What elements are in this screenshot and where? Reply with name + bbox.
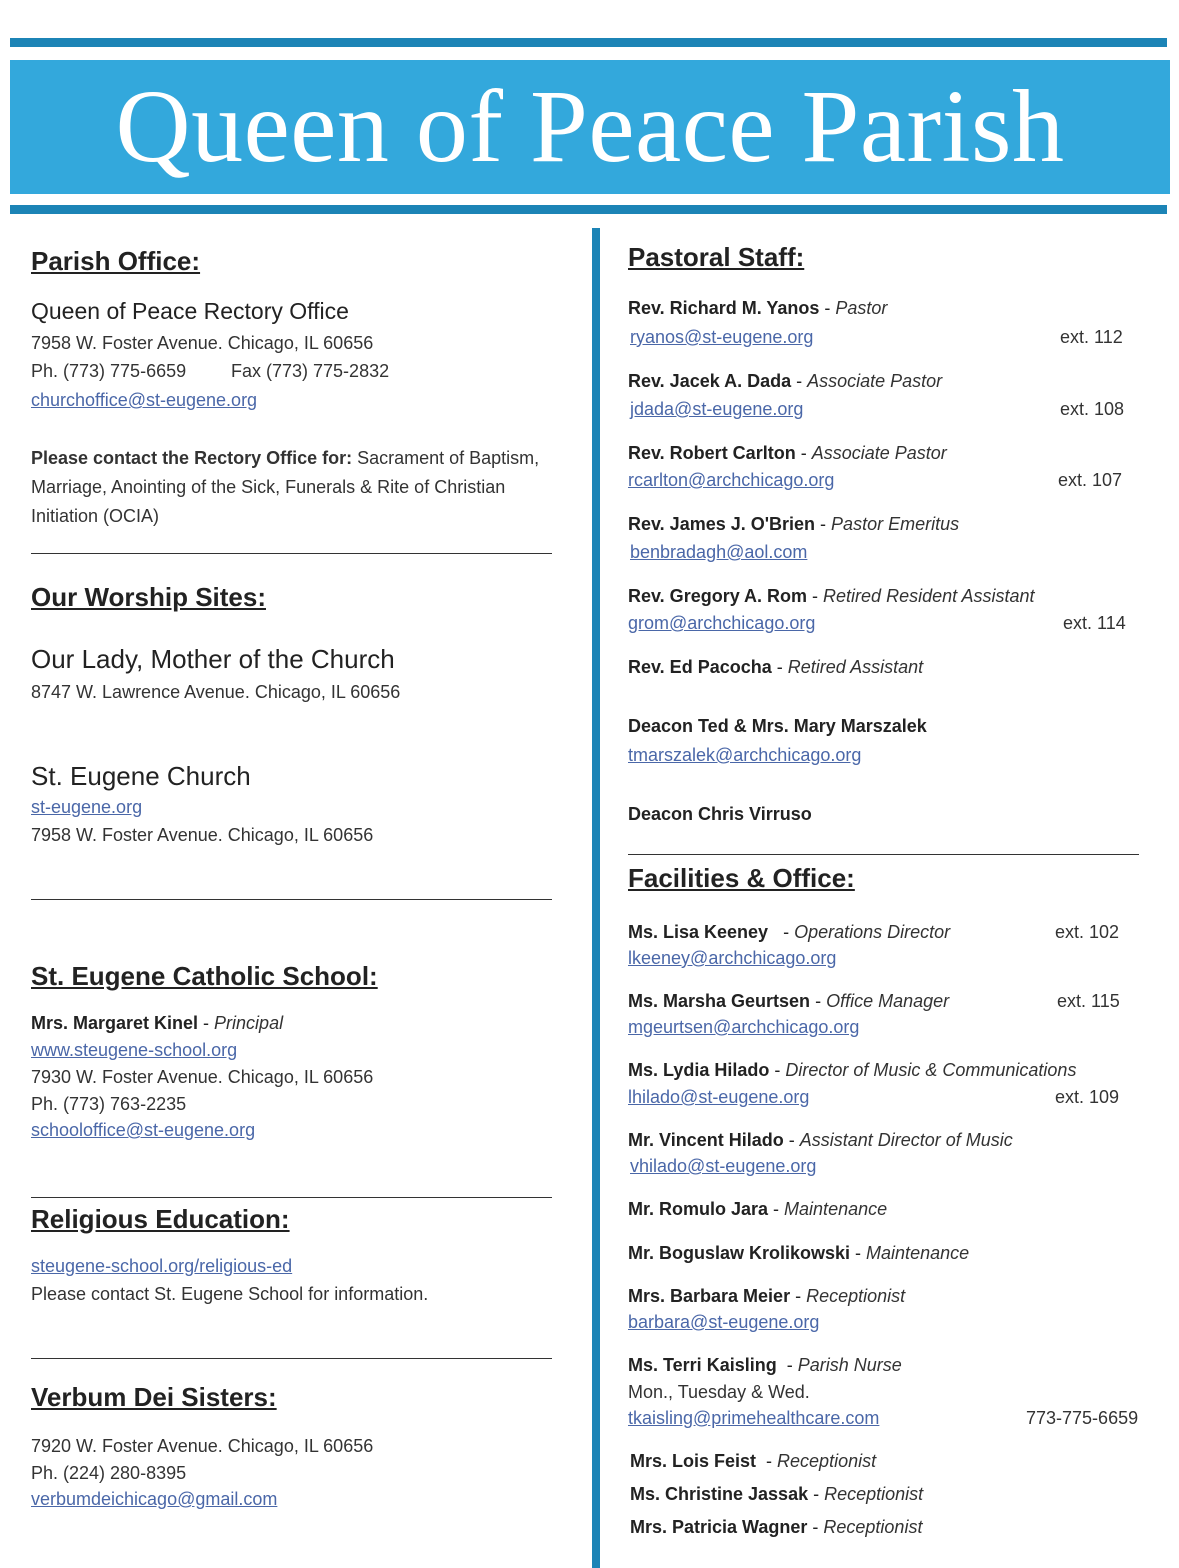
separator-line [31, 1197, 552, 1198]
pastoral-staff-heading: Pastoral Staff: [628, 242, 805, 272]
staff-name-role: Mr. Romulo Jara - Maintenance [628, 1199, 888, 1219]
staff-name-role: Rev. James J. O'Brien - Pastor Emeritus [628, 514, 960, 534]
school-email-link[interactable]: schooloffice@st-eugene.org [31, 1120, 256, 1140]
verbum-phone: Ph. (224) 280-8395 [31, 1463, 187, 1483]
verbum-email-link[interactable]: verbumdeichicago@gmail.com [31, 1489, 278, 1509]
school-phone: Ph. (773) 763-2235 [31, 1094, 187, 1114]
school-website-link[interactable]: www.steugene-school.org [31, 1040, 238, 1060]
banner-bottom-rule [10, 205, 1167, 214]
religious-ed-heading: Religious Education: [31, 1204, 290, 1234]
facilities-heading: Facilities & Office: [628, 863, 855, 893]
religious-ed-link[interactable]: steugene-school.org/religious-ed [31, 1256, 293, 1276]
staff-email-link[interactable]: vhilado@st-eugene.org [630, 1156, 817, 1176]
rectory-email-link[interactable]: churchoffice@st-eugene.org [31, 390, 258, 410]
staff-extension: ext. 107 [1058, 470, 1123, 490]
staff-phone: 773-775-6659 [1026, 1408, 1139, 1428]
staff-email-link[interactable]: jdada@st-eugene.org [630, 399, 804, 419]
staff-name-role: Rev. Richard M. Yanos - Pastor [628, 298, 888, 318]
staff-name-role: Ms. Marsha Geurtsen - Office Manager [628, 991, 950, 1011]
nurse-hours: Mon., Tuesday & Wed. [628, 1382, 810, 1402]
rectory-office-name: Queen of Peace Rectory Office [31, 298, 349, 324]
staff-extension: ext. 108 [1060, 399, 1125, 419]
staff-name-role: Mrs. Lois Feist - Receptionist [630, 1451, 877, 1471]
worship-site-1-name: Our Lady, Mother of the Church [31, 644, 395, 674]
separator-line [628, 854, 1139, 855]
separator-line [31, 1358, 552, 1359]
school-heading: St. Eugene Catholic School: [31, 961, 378, 991]
contact-line-3: Initiation (OCIA) [31, 506, 160, 526]
staff-name-role: Mrs. Barbara Meier - Receptionist [628, 1286, 906, 1306]
religious-ed-note: Please contact St. Eugene School for information. [31, 1284, 429, 1304]
principal-name: Mrs. Margaret Kinel [31, 1013, 199, 1033]
staff-email-link[interactable]: benbradagh@aol.com [630, 542, 808, 562]
rectory-address: 7958 W. Foster Avenue. Chicago, IL 60656 [31, 333, 374, 353]
worship-sites-heading: Our Worship Sites: [31, 582, 266, 612]
deacon-2-name: Deacon Chris Virruso [628, 804, 812, 824]
staff-extension: ext. 115 [1057, 991, 1120, 1011]
staff-name-role: Rev. Ed Pacocha - Retired Assistant [628, 657, 924, 677]
rectory-phone: Ph. (773) 775-6659 [31, 361, 187, 381]
separator-line [31, 553, 552, 554]
principal-role: Principal [214, 1013, 284, 1033]
separator-line [31, 899, 552, 900]
staff-name-role: Ms. Lisa Keeney - Operations Director [628, 922, 951, 942]
parish-office-heading: Parish Office: [31, 246, 201, 276]
verbum-dei-heading: Verbum Dei Sisters: [31, 1382, 277, 1412]
worship-site-2-link[interactable]: st-eugene.org [31, 797, 143, 817]
column-divider [592, 228, 600, 1568]
staff-extension: ext. 112 [1060, 327, 1123, 347]
staff-name-role: Rev. Jacek A. Dada - Associate Pastor [628, 371, 943, 391]
deacon-1-name: Deacon Ted & Mrs. Mary Marszalek [628, 716, 927, 736]
staff-name-role: Ms. Lydia Hilado - Director of Music & Communications [628, 1060, 1077, 1080]
rectory-fax: Fax (773) 775-2832 [231, 361, 390, 381]
worship-site-1-address: 8747 W. Lawrence Avenue. Chicago, IL 60656 [31, 682, 401, 702]
staff-extension: ext. 114 [1063, 613, 1126, 633]
staff-email-link[interactable]: grom@archchicago.org [628, 613, 816, 633]
staff-email-link[interactable]: mgeurtsen@archchicago.org [628, 1017, 860, 1037]
contact-line-2: Marriage, Anointing of the Sick, Funerals & Rite of Christian [31, 477, 506, 497]
deacon-1-email-link[interactable]: tmarszalek@archchicago.org [628, 745, 862, 765]
staff-name-role: Mr. Boguslaw Krolikowski - Maintenance [628, 1243, 970, 1263]
staff-name-role: Mr. Vincent Hilado - Assistant Director of Music [628, 1130, 1013, 1150]
school-address: 7930 W. Foster Avenue. Chicago, IL 60656 [31, 1067, 374, 1087]
staff-email-link[interactable]: ryanos@st-eugene.org [630, 327, 814, 347]
top-rule [10, 38, 1167, 47]
title-banner [10, 60, 1170, 194]
staff-email-link[interactable]: tkaisling@primehealthcare.com [628, 1408, 880, 1428]
rectory-contact-note [31, 444, 556, 531]
school-principal: Mrs. Margaret Kinel - Principal [31, 1013, 284, 1033]
staff-name-role: Ms. Terri Kaisling - Parish Nurse [628, 1355, 902, 1375]
staff-email-link[interactable]: lhilado@st-eugene.org [628, 1087, 810, 1107]
worship-site-2-name: St. Eugene Church [31, 761, 251, 791]
staff-name-role: Mrs. Patricia Wagner - Receptionist [630, 1517, 923, 1537]
staff-email-link[interactable]: rcarlton@archchicago.org [628, 470, 835, 490]
staff-extension: ext. 109 [1055, 1087, 1120, 1107]
contact-text-1: Sacrament of Baptism, [352, 448, 540, 468]
staff-name-role: Rev. Gregory A. Rom - Retired Resident Assistant [628, 586, 1035, 606]
staff-email-link[interactable]: lkeeney@archchicago.org [628, 948, 837, 968]
contact-line-1 [31, 444, 556, 473]
verbum-address: 7920 W. Foster Avenue. Chicago, IL 60656 [31, 1436, 374, 1456]
page-title: Queen of Peace Parish [115, 69, 1065, 184]
contact-label: Please contact the Rectory Office for: [31, 448, 353, 468]
staff-email-link[interactable]: barbara@st-eugene.org [628, 1312, 820, 1332]
staff-name-role: Rev. Robert Carlton - Associate Pastor [628, 443, 947, 463]
worship-site-2-address: 7958 W. Foster Avenue. Chicago, IL 60656 [31, 825, 374, 845]
staff-extension: ext. 102 [1055, 922, 1120, 942]
staff-name-role: Ms. Christine Jassak - Receptionist [630, 1484, 924, 1504]
